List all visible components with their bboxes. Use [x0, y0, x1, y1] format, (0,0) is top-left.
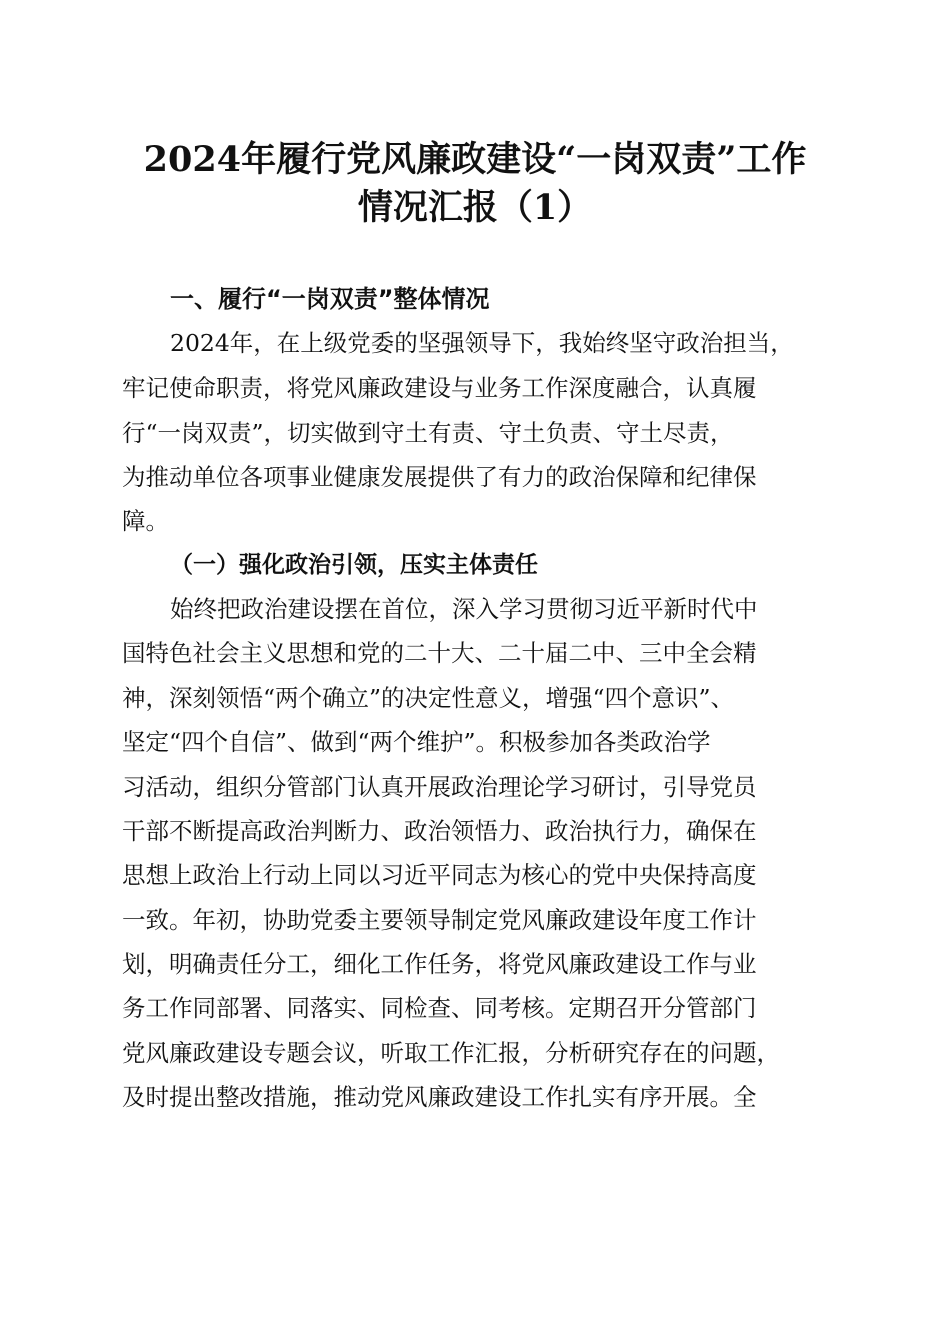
paragraph-line: 2024年，在上级党委的坚强领导下，我始终坚守政治担当， [170, 329, 794, 357]
paragraph-line: 行“一岗双责”，切实做到守土有责、守土负责、守土尽责， [122, 419, 734, 447]
paragraph-line: 一致。年初，协助党委主要领导制定党风廉政建设年度工作计 [122, 906, 757, 934]
paragraph-line: 干部不断提高政治判断力、政治领悟力、政治执行力，确保在 [122, 817, 757, 845]
section-heading: 一、履行“一岗双责”整体情况 [170, 285, 490, 313]
paragraph-line: 国特色社会主义思想和党的二十大、二十届二中、三中全会精 [122, 639, 757, 667]
paragraph-line: 牢记使命职责，将党风廉政建设与业务工作深度融合，认真履 [122, 374, 757, 402]
paragraph-line: 务工作同部署、同落实、同检查、同考核。定期召开分管部门 [122, 994, 757, 1022]
paragraph-line: 障。 [122, 507, 169, 535]
paragraph-line: 神，深刻领悟“两个确立”的决定性意义，增强“四个意识”、 [122, 684, 735, 712]
document-title-line-1: 2024年履行党风廉政建设“一岗双责”工作 [143, 139, 807, 180]
paragraph-line: 为推动单位各项事业健康发展提供了有力的政治保障和纪律保 [122, 463, 757, 491]
paragraph-line: 思想上政治上行动上同以习近平同志为核心的党中央保持高度 [122, 861, 757, 889]
paragraph-line: 党风廉政建设专题会议，听取工作汇报，分析研究存在的问题， [122, 1039, 780, 1067]
paragraph-line: 划，明确责任分工，细化工作任务，将党风廉政建设工作与业 [122, 950, 757, 978]
paragraph-line: 习活动，组织分管部门认真开展政治理论学习研讨，引导党员 [122, 773, 757, 801]
subsection-heading: （一）强化政治引领，压实主体责任 [170, 551, 538, 578]
paragraph-line: 坚定“四个自信”、做到“两个维护”。积极参加各类政治学 [122, 728, 711, 756]
paragraph-line: 始终把政治建设摆在首位，深入学习贯彻习近平新时代中 [170, 595, 758, 623]
paragraph-line: 及时提出整改措施，推动党风廉政建设工作扎实有序开展。全 [122, 1083, 757, 1111]
document-title-line-2: 情况汇报（1） [357, 187, 593, 228]
